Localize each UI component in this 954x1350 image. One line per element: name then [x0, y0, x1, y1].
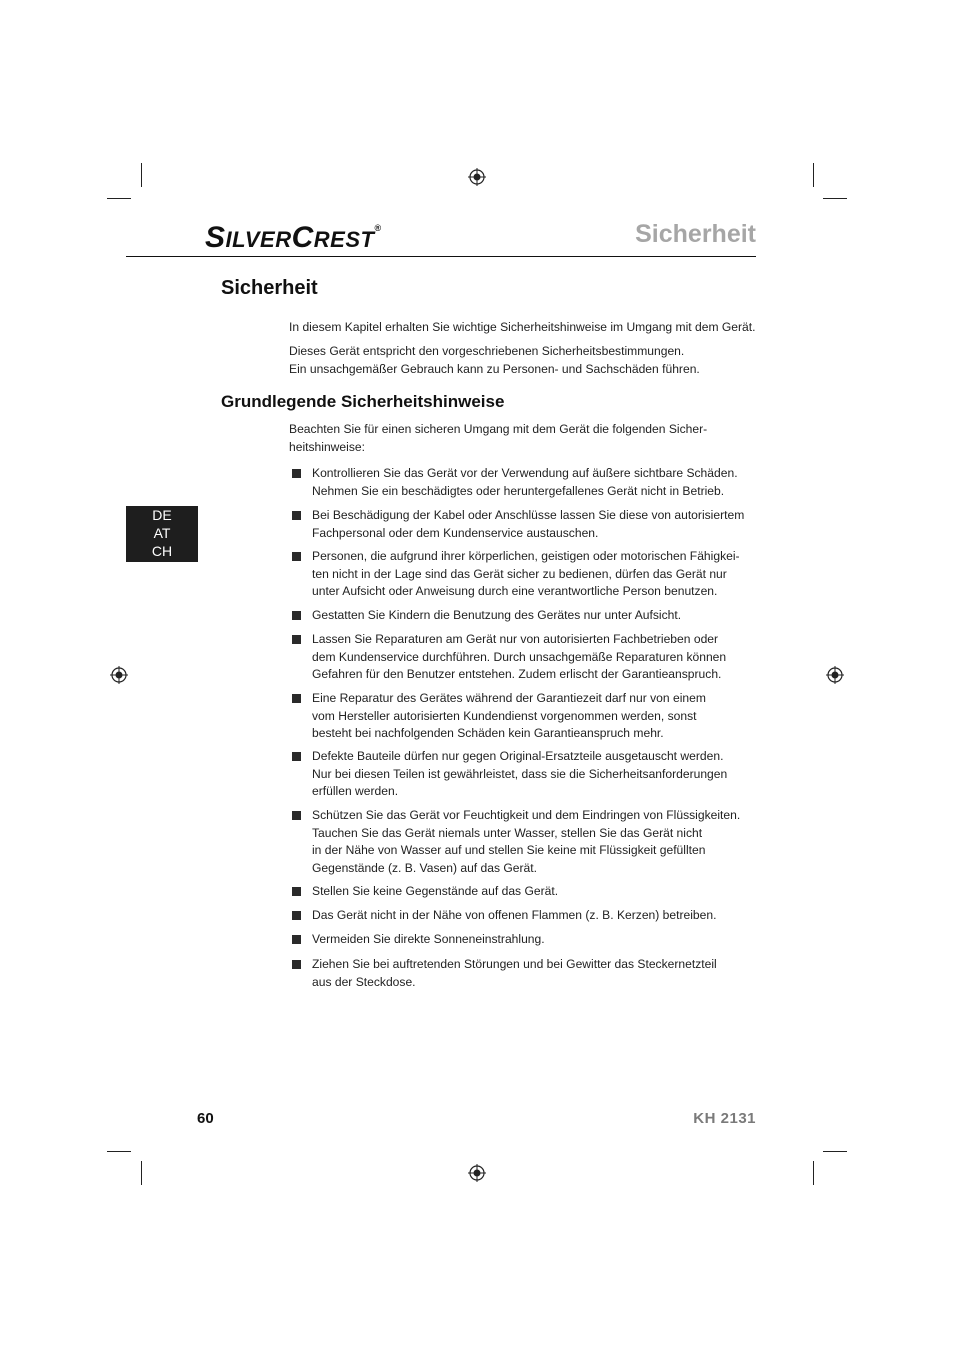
text-line: Ein unsachgemäßer Gebrauch kann zu Personen- und Sachschäden führen. — [289, 361, 700, 376]
bullet-square-icon — [292, 552, 301, 561]
registration-mark-icon — [826, 666, 844, 684]
language-code: AT — [153, 525, 171, 541]
brand-logo: SILVERCREST® — [205, 221, 382, 254]
header-divider — [126, 256, 756, 257]
crop-mark — [141, 163, 142, 187]
bullet-square-icon — [292, 694, 301, 703]
bullet-square-icon — [292, 911, 301, 920]
intro-paragraph — [289, 319, 756, 337]
bullet-square-icon — [292, 511, 301, 520]
crop-mark — [823, 1151, 847, 1152]
registration-mark-icon — [468, 1164, 486, 1182]
crop-mark — [823, 198, 847, 199]
registration-mark-icon — [468, 168, 486, 186]
bullet-square-icon — [292, 811, 301, 820]
intro-paragraph — [289, 343, 739, 378]
language-code: CH — [151, 543, 173, 559]
crop-mark — [141, 1161, 142, 1185]
bullet-square-icon — [292, 960, 301, 969]
subsection-title: Grundlegende Sicherheitshinweise — [221, 392, 505, 411]
bullet-square-icon — [292, 935, 301, 944]
bullet-square-icon — [292, 469, 301, 478]
bullet-square-icon — [292, 887, 301, 896]
text-line: Beachten Sie für einen sicheren Umgang mit dem Gerät die folgenden Sicher- — [289, 422, 708, 436]
page-number: 60 — [197, 1110, 214, 1127]
section-title: Sicherheit — [221, 277, 318, 299]
bullet-square-icon — [292, 611, 301, 620]
model-number: KH 2131 — [693, 1110, 756, 1127]
crop-mark — [813, 1161, 814, 1185]
language-tab — [126, 506, 198, 562]
bullet-square-icon — [292, 752, 301, 761]
text-line: Dieses Gerät entspricht den vorgeschriebenen Sicherheitsbestimmungen. — [289, 344, 685, 358]
text-line: heitshinweise: — [289, 439, 365, 454]
subsection-intro — [289, 421, 739, 456]
crop-mark — [107, 1151, 131, 1152]
header-title: Sicherheit — [635, 220, 756, 248]
crop-mark — [813, 163, 814, 187]
bullet-square-icon — [292, 635, 301, 644]
registration-mark-icon — [110, 666, 128, 684]
crop-mark — [107, 198, 131, 199]
text-line: In diesem Kapitel erhalten Sie wichtige Sicherheitshinweise im Umgang mit dem Gerät. — [289, 320, 756, 334]
language-code: DE — [152, 507, 172, 523]
